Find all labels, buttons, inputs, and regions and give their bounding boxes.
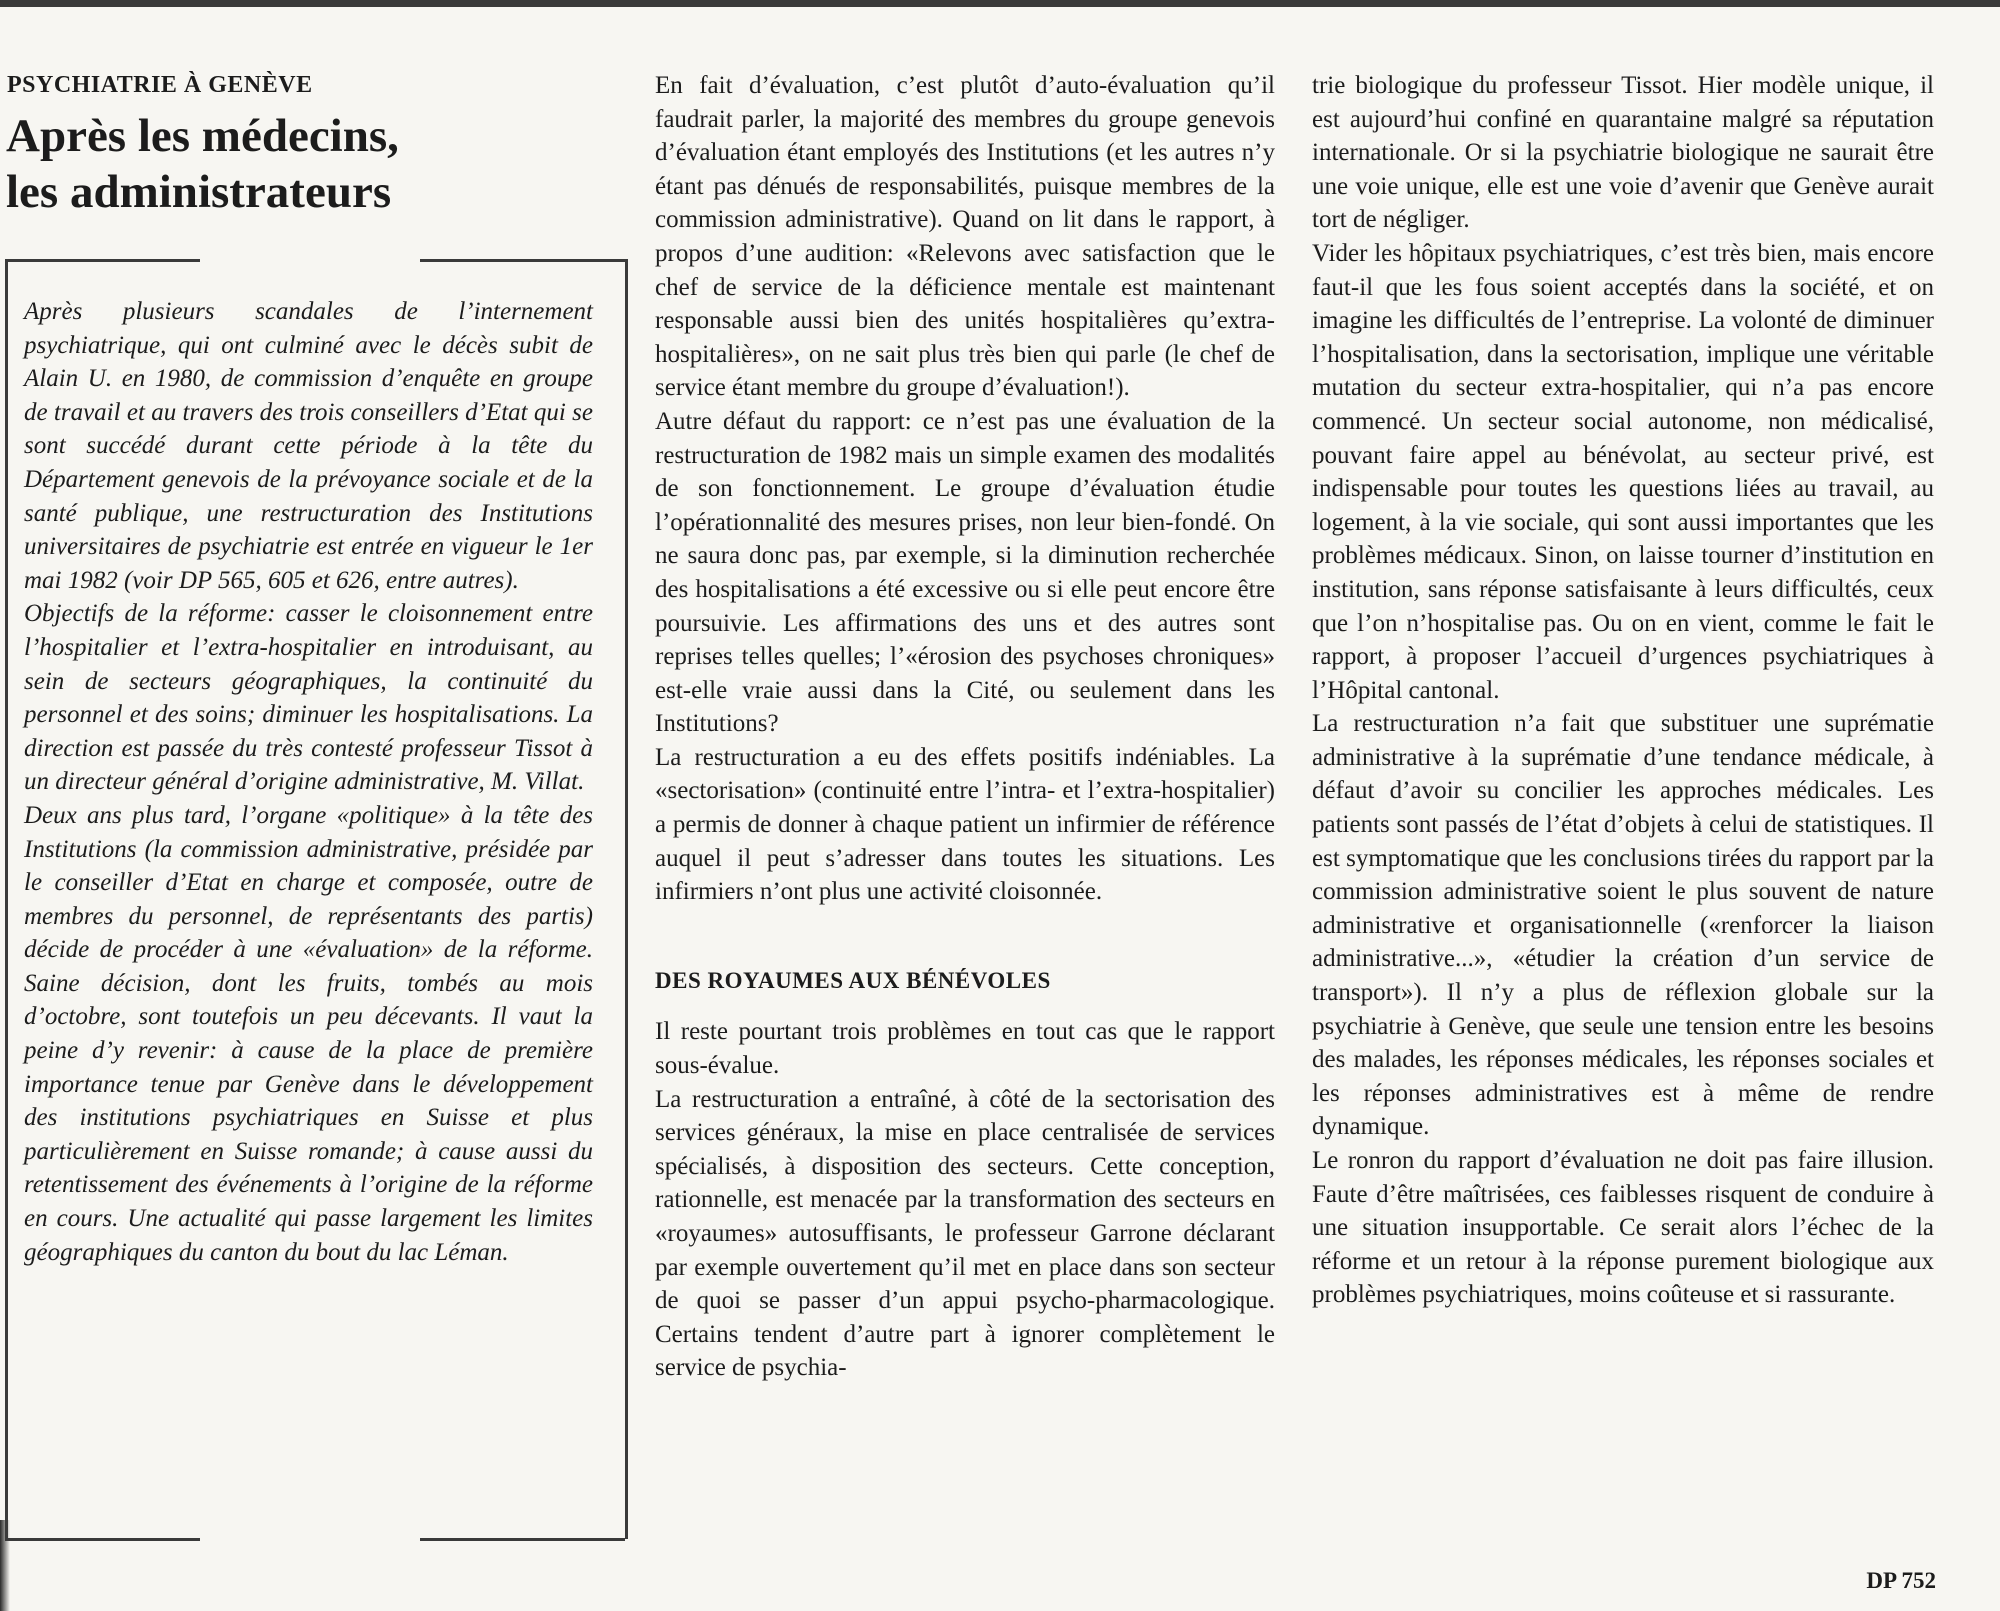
intro-box-rule-top-left <box>5 259 200 262</box>
body-paragraph: Vider les hôpitaux psychiatriques, c’est très bien, mais encore faut-il que les fous soient acceptés dans la société, et on imagine les difficultés de l’entreprise. La volonté de diminuer l’hospitalisation, dans la sectorisation, implique une véritable mutation du secteur extra-hospitalier, qui n’a pas encore commencé. Un secteur social autonome, non médicalisé, pouvant faire appel au bénévolat, au secteur privé, est indispensable pour toutes les questions liées au travail, au logement, à la vie sociale, qui sont aussi importantes que les problèmes médicaux. Sinon, on laisse tourner d’institution en institution, sans réponse satisfaisante à leurs difficultés, ceux que l’on n’hospitalise pas. Ou on en vient, comme le fait le rapport, à proposer l’accueil d’urgences psychiatriques à l’Hôpital cantonal. <box>1312 239 1934 704</box>
intro-paragraph: Deux ans plus tard, l’organe «politique» à la tête des Institutions (la commission administrative, présidée par le conseiller d’Etat en charge et composée, outre de membres du personnel, de représentants des partis) décide de procéder à une «évaluation» de la réforme. Saine décision, dont les fruits, tombés au mois d’octobre, sont toutefois un peu décevants. Il vaut la peine d’y revenir: à cause de la place de première importance tenue par Genève dans le développement des institutions psychiatriques en Suisse et plus particulièrement en Suisse romande; à cause aussi du retentissement des événements à l’origine de la réforme en cours. Une actualité qui passe largement les limites géographiques du canton du bout du lac Léman. <box>24 801 593 1266</box>
body-paragraph: Le ronron du rapport d’évaluation ne doit pas faire illusion. Faute d’être maîtrisées, ces faiblesses risquent de conduire à une situation insupportable. Ce serait alors l’échec de la réforme et un retour à la réponse purement biologique aux problèmes psychiatriques, moins coûteuse et si rassurante. <box>1312 1147 1934 1309</box>
section-subhead: DES ROYAUMES AUX BÉNÉVOLES <box>655 967 1051 993</box>
article-title-line-2: les administrateurs <box>6 166 392 218</box>
intro-box-rule-bottom-right <box>420 1538 625 1541</box>
intro-paragraph: Après plusieurs scandales de l’internement psychiatrique, qui ont culminé avec le décès subit de Alain U. en 1980, de commission d’enquête en groupe de travail et au travers des trois conseillers d’Etat qui se sont succédé durant cette période à la tête du Département genevois de la prévoyance sociale et de la santé publique, une restructuration des Institutions universitaires de psychiatrie est entrée en vigueur le 1er mai 1982 (voir DP 565, 605 et 626, entre autres). <box>24 298 593 594</box>
body-paragraph: La restructuration a entraîné, à côté de la sectorisation des services généraux, la mise en place centralisée de services spécialisés, à disposition des secteurs. Cette conception, rationnelle, est menacée par la transformation des secteurs en «royaumes» autosuffisants, le professeur Garrone déclarant par exemple ouvertement qu’il met en place dans son secteur de quoi se passer d’un appui psycho-pharmacologique. Certains tendent d’autre part à ignorer complètement le service de psychia- <box>655 1085 1275 1382</box>
intro-text <box>24 295 593 1269</box>
intro-box-rule-bottom-left <box>5 1538 200 1541</box>
body-paragraph: La restructuration a eu des effets positifs indéniables. La «sectorisation» (continuité entre l’intra- et l’extra-hospitalier) a permis de donner à chaque patient un infirmier de référence auquel il peut s’adresser dans toutes les situations. Les infirmiers n’ont plus une activité cloisonnée. <box>655 743 1275 906</box>
body-paragraph: Autre défaut du rapport: ce n’est pas une évaluation de la restructuration de 1982 mais un simple examen des modalités de son fonctionnement. Le groupe d’évaluation étudie l’opérationnalité des mesures prises, non leur bien-fondé. On ne saura donc pas, par exemple, si la diminution recherchée des hospitalisations a été excessive ou si elle peut encore être poursuivie. Les affirmations des uns et des autres sont reprises telles quelles; l’«érosion des psychoses chroniques» est-elle vraie aussi dans la Cité, ou seulement dans les Institutions? <box>655 407 1275 738</box>
page-top-edge <box>0 0 2000 7</box>
column-right <box>1312 69 1934 1312</box>
page-folio: DP 752 <box>1866 1568 1936 1593</box>
article-kicker: PSYCHIATRIE À GENÈVE <box>7 72 313 98</box>
body-paragraph: En fait d’évaluation, c’est plutôt d’auto-évaluation qu’il faudrait parler, la majorité des membres du groupe genevois d’évaluation étant employés des Institutions (et les autres n’y étant pas dénués de responsabilités, puisque membres de la commission administrative). Quand on lit dans le rapport, à propos d’une audition: «Relevons avec satisfaction que le chef de service de la déficience mentale est maintenant responsable aussi bien des unités hospitalières qu’extra-hospitalières», on ne sait plus très bien qui parle (le chef de service étant membre du groupe d’évaluation!). <box>655 72 1275 402</box>
column-middle <box>655 69 1275 1385</box>
body-paragraph: La restructuration n’a fait que substituer une suprématie administrative à la suprématie d’une tendance médicale, à défaut d’avoir su concilier les approches médicales. Les patients sont passés de l’état d’objets à celui de statistiques. Il est symptomatique que les conclusions tirées du rapport par la commission administrative soient le plus souvent de nature administrative et organisationnelle («renforcer la liaison administrative...», «étudier la création d’un service de transport»). Il n’y a plus de réflexion globale sur la psychiatrie à Genève, que seule une tension entre les besoins des malades, les réponses médicales, les réponses sociales et les réponses administratives est à même de rendre dynamique. <box>1312 710 1934 1141</box>
intro-box-rule-top-right <box>420 259 625 262</box>
intro-paragraph: Objectifs de la réforme: casser le cloisonnement entre l’hospitalier et l’extra-hospitalier en introduisant, au sein de secteurs géographiques, la continuité du personnel et des soins; diminuer les hospitalisations. La direction est passée du très contesté professeur Tissot à un directeur général d’origine administrative, M. Villat. <box>24 600 593 796</box>
article-title <box>6 108 606 220</box>
article-title-line-1: Après les médecins, <box>6 110 399 162</box>
body-paragraph: trie biologique du professeur Tissot. Hier modèle unique, il est aujourd’hui confiné en quarantaine malgré sa réputation internationale. Or si la psychiatrie biologique ne saurait être une voie unique, elle est une voie d’avenir que Genève aurait tort de négliger. <box>1312 72 1934 234</box>
body-paragraph: Il reste pourtant trois problèmes en tout cas que le rapport sous-évalue. <box>655 1018 1275 1080</box>
